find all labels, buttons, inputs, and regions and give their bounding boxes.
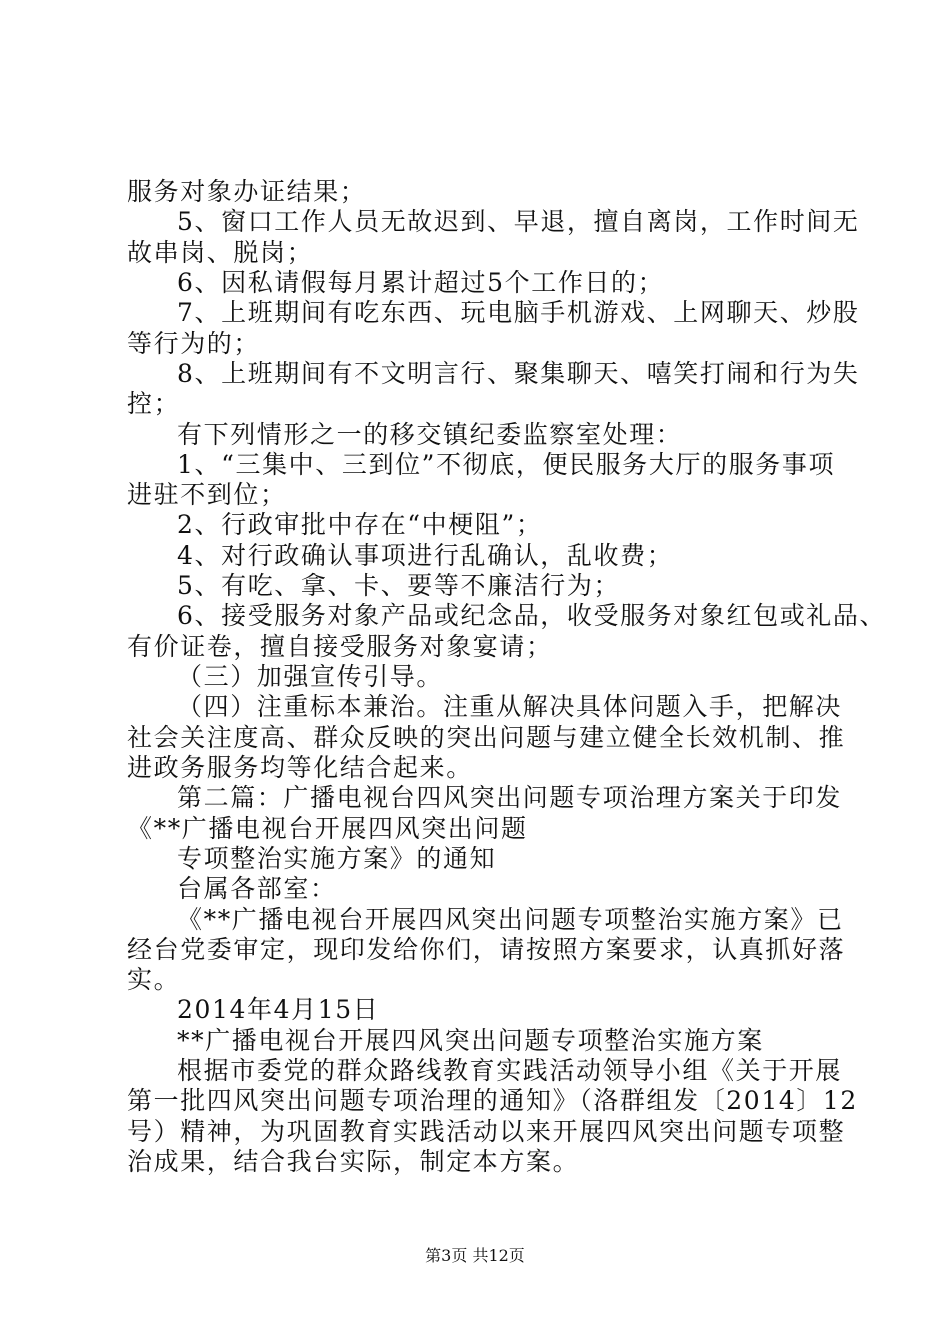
text-line: 实。 — [127, 965, 181, 994]
text-line: （四）注重标本兼治。注重从解决具体问题入手，把解决 — [177, 692, 843, 721]
text-line: 4、对行政确认事项进行乱确认，乱收费； — [177, 541, 674, 570]
date-line: 2014年4月15日 — [177, 995, 380, 1024]
text-line: 1、“三集中、三到位”不彻底，便民服务大厅的服务事项 — [177, 450, 836, 479]
text-line: 有价证卷，擅自接受服务对象宴请； — [127, 632, 553, 661]
text-line: 台属各部室： — [177, 874, 337, 903]
text-line: 进驻不到位； — [127, 480, 287, 509]
text-line: 进政务服务均等化结合起来。 — [127, 753, 473, 782]
text-line: 《**广播电视台开展四风突出问题 — [127, 814, 528, 843]
text-line: 控； — [127, 389, 181, 418]
text-line: 治成果，结合我台实际，制定本方案。 — [127, 1147, 580, 1176]
page-footer: 第3页 共12页 — [425, 1246, 525, 1265]
text-line: 6、因私请假每月累计超过5个工作日的； — [177, 268, 665, 297]
text-line: 《**广播电视台开展四风突出问题专项整治实施方案》已 — [177, 905, 844, 934]
text-line: 社会关注度高、群众反映的突出问题与建立健全长效机制、推 — [127, 723, 846, 752]
text-line: 2、行政审批中存在“中梗阻”； — [177, 510, 543, 539]
text-line: 8、上班期间有不文明言行、聚集聊天、嘻笑打闹和行为失 — [177, 359, 860, 388]
text-line: **广播电视台开展四风突出问题专项整治实施方案 — [177, 1026, 764, 1055]
text-line: 经台党委审定，现印发给你们，请按照方案要求，认真抓好落 — [127, 935, 846, 964]
text-line: 专项整治实施方案》的通知 — [177, 844, 497, 873]
text-line: 7、上班期间有吃东西、玩电脑手机游戏、上网聊天、炒股 — [177, 298, 860, 327]
text-line: 5、窗口工作人员无故迟到、早退，擅自离岗，工作时间无 — [177, 207, 860, 236]
text-line: 第一批四风突出问题专项治理的通知》（洛群组发〔2014〕12 — [127, 1086, 858, 1115]
text-line: 服务对象办证结果； — [127, 177, 367, 206]
text-line: 故串岗、脱岗； — [127, 238, 314, 267]
text-line: 5、有吃、拿、卡、要等不廉洁行为； — [177, 571, 621, 600]
text-line: 有下列情形之一的移交镇纪委监察室处理： — [177, 420, 683, 449]
text-line: 根据市委党的群众路线教育实践活动领导小组《关于开展 — [177, 1056, 843, 1085]
text-line: （三）加强宣传引导。 — [177, 662, 444, 691]
text-line: 等行为的； — [127, 329, 261, 358]
text-line: 6、接受服务对象产品或纪念品，收受服务对象红包或礼品、 — [177, 601, 887, 630]
text-line: 号）精神，为巩固教育实践活动以来开展四风突出问题专项整 — [127, 1117, 846, 1146]
section-heading: 第二篇：广播电视台四风突出问题专项治理方案关于印发 — [177, 783, 843, 812]
